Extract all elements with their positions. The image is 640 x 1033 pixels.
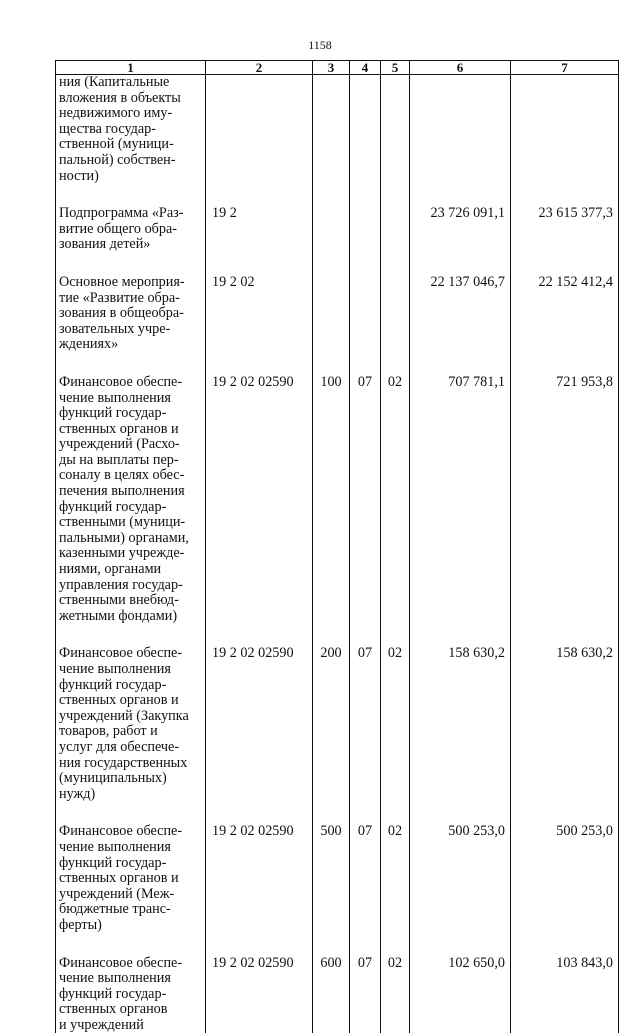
spacer-cell — [350, 353, 381, 375]
spacer-cell — [511, 184, 619, 206]
row-name-line: ственных органов и — [59, 693, 203, 709]
spacer-cell — [511, 353, 619, 375]
spacer-cell — [56, 184, 206, 206]
spacer-cell — [511, 934, 619, 956]
col-header-6: 6 — [410, 61, 511, 75]
row-name-line: ности) — [59, 169, 203, 185]
row-name-line: учреждений (Расхо- — [59, 437, 203, 453]
row-name-line: щества государ- — [59, 122, 203, 138]
row-name-line: функций государ- — [59, 856, 203, 872]
row-name-line: ждениях» — [59, 337, 203, 353]
row-name-line: печения выполнения — [59, 484, 203, 500]
row-name-line: Подпрограмма «Раз- — [59, 206, 203, 222]
row-col6-cell: 22 137 046,7 — [410, 275, 511, 353]
row-col6-cell — [410, 75, 511, 185]
row-name-line: ственными внебюд- — [59, 593, 203, 609]
row-name-line: функций государ- — [59, 987, 203, 1003]
row-col5-cell: 02 — [381, 956, 410, 1033]
row-name-line: зовательных учре- — [59, 322, 203, 338]
spacer-cell — [381, 624, 410, 646]
row-name-line: ственных органов и — [59, 422, 203, 438]
row-col7-cell: 500 253,0 — [511, 824, 619, 933]
page-number: 1158 — [0, 38, 640, 53]
col-header-4: 4 — [350, 61, 381, 75]
spacer-cell — [206, 624, 313, 646]
row-name-line: зования в общеобра- — [59, 306, 203, 322]
row-col3-cell — [313, 75, 350, 185]
row-name-cell — [56, 75, 206, 185]
row-col3-cell: 200 — [313, 646, 350, 802]
spacer-cell — [313, 253, 350, 275]
budget-table — [55, 60, 619, 1033]
row-name-line: зования детей» — [59, 237, 203, 253]
row-col7-cell: 158 630,2 — [511, 646, 619, 802]
row-name-cell — [56, 375, 206, 625]
row-name-line: ды на выплаты пер- — [59, 453, 203, 469]
row-col6-cell: 158 630,2 — [410, 646, 511, 802]
spacer-cell — [381, 934, 410, 956]
row-name-line: жетными фондами) — [59, 609, 203, 625]
row-col3-cell: 600 — [313, 956, 350, 1033]
spacer-cell — [313, 934, 350, 956]
row-col4-cell: 07 — [350, 824, 381, 933]
spacer-cell — [313, 184, 350, 206]
row-col5-cell: 02 — [381, 824, 410, 933]
row-name-line: чение выполнения — [59, 662, 203, 678]
row-col4-cell — [350, 275, 381, 353]
spacer-cell — [410, 802, 511, 824]
row-col5-cell — [381, 75, 410, 185]
spacer-cell — [350, 253, 381, 275]
col-header-3: 3 — [313, 61, 350, 75]
row-spacer — [56, 802, 619, 824]
row-name-line: нужд) — [59, 787, 203, 803]
row-col6-cell: 102 650,0 — [410, 956, 511, 1033]
header-row — [56, 61, 619, 75]
row-col4-cell: 07 — [350, 375, 381, 625]
row-col5-cell: 02 — [381, 646, 410, 802]
row-name-cell — [56, 275, 206, 353]
row-col7-cell — [511, 75, 619, 185]
row-name-line: Основное мероприя- — [59, 275, 203, 291]
row-name-line: Финансовое обеспе- — [59, 375, 203, 391]
row-name-line: Финансовое обеспе- — [59, 646, 203, 662]
row-col5-cell: 02 — [381, 375, 410, 625]
spacer-cell — [206, 802, 313, 824]
row-name-line: чение выполнения — [59, 840, 203, 856]
row-name-line: недвижимого иму- — [59, 106, 203, 122]
spacer-cell — [206, 184, 313, 206]
spacer-cell — [350, 624, 381, 646]
row-name-line: ственной (муници- — [59, 137, 203, 153]
row-name-line: соналу в целях обес- — [59, 468, 203, 484]
row-code-cell: 19 2 — [206, 206, 313, 253]
table-row — [56, 275, 619, 353]
row-code-cell — [206, 75, 313, 185]
spacer-cell — [350, 802, 381, 824]
spacer-cell — [350, 934, 381, 956]
row-spacer — [56, 253, 619, 275]
row-name-cell — [56, 646, 206, 802]
row-col7-cell: 103 843,0 — [511, 956, 619, 1033]
row-col7-cell: 22 152 412,4 — [511, 275, 619, 353]
row-col4-cell: 07 — [350, 646, 381, 802]
row-col3-cell — [313, 206, 350, 253]
row-name-line: ственных органов и — [59, 871, 203, 887]
row-name-line: бюджетные транс- — [59, 902, 203, 918]
spacer-cell — [410, 934, 511, 956]
row-code-cell: 19 2 02 02590 — [206, 646, 313, 802]
row-name-line: функций государ- — [59, 678, 203, 694]
spacer-cell — [313, 802, 350, 824]
row-name-line: ния государственных — [59, 756, 203, 772]
row-col5-cell — [381, 275, 410, 353]
col-header-1: 1 — [56, 61, 206, 75]
col-header-2: 2 — [206, 61, 313, 75]
spacer-cell — [56, 934, 206, 956]
spacer-cell — [206, 253, 313, 275]
spacer-cell — [381, 802, 410, 824]
row-name-line: (муниципальных) — [59, 771, 203, 787]
row-code-cell: 19 2 02 02590 — [206, 956, 313, 1033]
spacer-cell — [56, 353, 206, 375]
table-row — [56, 206, 619, 253]
row-spacer — [56, 934, 619, 956]
spacer-cell — [410, 253, 511, 275]
row-name-line: ферты) — [59, 918, 203, 934]
spacer-cell — [511, 624, 619, 646]
row-name-line: учреждений (Закупка — [59, 709, 203, 725]
spacer-cell — [206, 353, 313, 375]
spacer-cell — [410, 353, 511, 375]
row-col6-cell: 500 253,0 — [410, 824, 511, 933]
row-code-cell: 19 2 02 02590 — [206, 824, 313, 933]
spacer-cell — [56, 253, 206, 275]
row-col3-cell: 100 — [313, 375, 350, 625]
table-row — [56, 75, 619, 185]
row-col3-cell: 500 — [313, 824, 350, 933]
spacer-cell — [511, 802, 619, 824]
col-header-5: 5 — [381, 61, 410, 75]
row-name-line: витие общего обра- — [59, 222, 203, 238]
row-name-line: функций государ- — [59, 406, 203, 422]
row-col3-cell — [313, 275, 350, 353]
row-col4-cell — [350, 75, 381, 185]
row-spacer — [56, 353, 619, 375]
row-name-line: Финансовое обеспе- — [59, 824, 203, 840]
row-name-line: пальными) органами, — [59, 531, 203, 547]
row-col7-cell: 721 953,8 — [511, 375, 619, 625]
row-name-line: управления государ- — [59, 578, 203, 594]
spacer-cell — [56, 802, 206, 824]
row-name-cell — [56, 206, 206, 253]
spacer-cell — [313, 624, 350, 646]
row-name-line: ственными (муници- — [59, 515, 203, 531]
row-name-line: услуг для обеспече- — [59, 740, 203, 756]
row-name-line: Финансовое обеспе- — [59, 956, 203, 972]
row-code-cell: 19 2 02 — [206, 275, 313, 353]
row-name-cell — [56, 956, 206, 1033]
row-name-line: тие «Развитие обра- — [59, 291, 203, 307]
row-spacer — [56, 624, 619, 646]
row-col6-cell: 707 781,1 — [410, 375, 511, 625]
row-name-line: функций государ- — [59, 500, 203, 516]
spacer-cell — [56, 624, 206, 646]
row-col6-cell: 23 726 091,1 — [410, 206, 511, 253]
row-name-line: ния (Капитальные — [59, 75, 203, 91]
row-name-line: учреждений (Меж- — [59, 887, 203, 903]
row-col4-cell — [350, 206, 381, 253]
row-name-cell — [56, 824, 206, 933]
row-name-line: казенными учрежде- — [59, 546, 203, 562]
row-name-line: пальной) собствен- — [59, 153, 203, 169]
table-row — [56, 646, 619, 802]
row-name-line: и учреждений — [59, 1018, 203, 1033]
spacer-cell — [350, 184, 381, 206]
row-name-line: вложения в объекты — [59, 91, 203, 107]
row-col5-cell — [381, 206, 410, 253]
row-name-line: ственных органов — [59, 1002, 203, 1018]
table-row — [56, 956, 619, 1033]
spacer-cell — [206, 934, 313, 956]
spacer-cell — [410, 624, 511, 646]
spacer-cell — [410, 184, 511, 206]
spacer-cell — [381, 253, 410, 275]
row-name-line: ниями, органами — [59, 562, 203, 578]
table-row — [56, 375, 619, 625]
row-name-line: чение выполнения — [59, 971, 203, 987]
spacer-cell — [511, 253, 619, 275]
spacer-cell — [381, 184, 410, 206]
table-row — [56, 824, 619, 933]
spacer-cell — [381, 353, 410, 375]
col-header-7: 7 — [511, 61, 619, 75]
row-spacer — [56, 184, 619, 206]
row-code-cell: 19 2 02 02590 — [206, 375, 313, 625]
spacer-cell — [313, 353, 350, 375]
row-name-line: чение выполнения — [59, 391, 203, 407]
row-col7-cell: 23 615 377,3 — [511, 206, 619, 253]
row-col4-cell: 07 — [350, 956, 381, 1033]
row-name-line: товаров, работ и — [59, 724, 203, 740]
